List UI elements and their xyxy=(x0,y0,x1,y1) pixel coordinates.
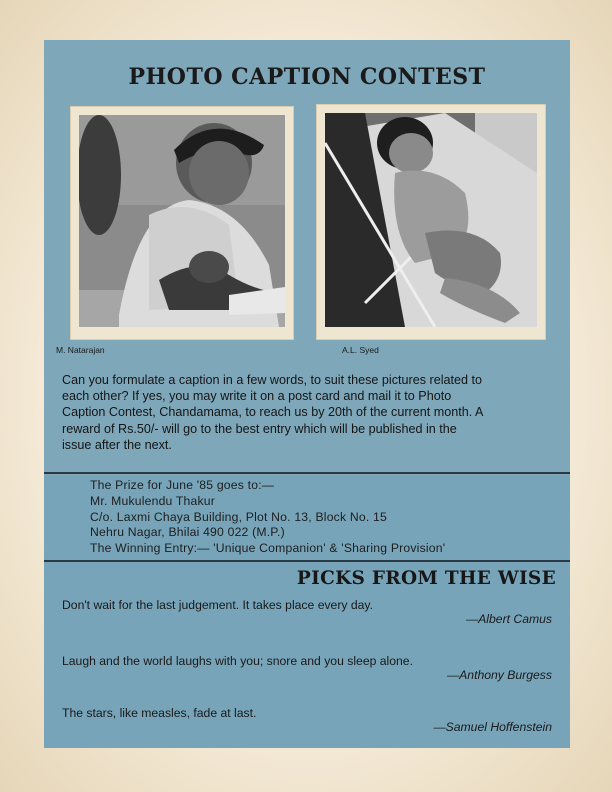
wise-heading: PICKS FROM THE WISE xyxy=(296,568,556,589)
divider-bottom xyxy=(44,560,570,562)
photo-boy-reading-image xyxy=(79,115,285,327)
divider-top xyxy=(44,472,570,474)
instructions-line: Caption Contest, Chandamama, to reach us by 20th of the current month. A xyxy=(62,405,484,420)
contest-panel xyxy=(44,40,570,748)
prize-winner-block xyxy=(90,478,550,557)
instructions-line: issue after the next. xyxy=(62,437,172,452)
photo-credit-left: M. Natarajan xyxy=(56,345,105,355)
quote-author: —Albert Camus xyxy=(465,612,552,626)
prize-address-line: Nehru Nagar, Bhilai 490 022 (M.P.) xyxy=(90,525,285,540)
quote-text: Don't wait for the last judgement. It takes place every day. xyxy=(62,598,374,612)
instructions-line: Can you formulate a caption in a few words, to suit these pictures related to xyxy=(62,373,483,387)
page-title: PHOTO CAPTION CONTEST xyxy=(128,64,486,90)
quote-author: —Anthony Burgess xyxy=(446,668,552,682)
prize-winner-name: Mr. Mukulendu Thakur xyxy=(90,493,216,508)
contest-instructions xyxy=(62,372,554,453)
photo-baby-hammock-image xyxy=(325,113,537,327)
instructions-line: each other? If yes, you may write it on a post card and mail it to Photo xyxy=(62,389,452,404)
photo-boy-reading xyxy=(71,107,293,339)
photo-baby-hammock xyxy=(317,105,545,339)
prize-winning-entry: The Winning Entry:— 'Unique Companion' & 'Sharing Provision' xyxy=(90,541,446,556)
quote-text: Laugh and the world laughs with you; snore and you sleep alone. xyxy=(62,654,413,668)
prize-line: The Prize for June '85 goes to:— xyxy=(90,478,275,492)
instructions-line: reward of Rs.50/- will go to the best entry which will be published in the xyxy=(62,421,457,436)
quote-author: —Samuel Hoffenstein xyxy=(433,720,552,734)
quote-text: The stars, like measles, fade at last. xyxy=(62,706,257,720)
photo-credit-right: A.L. Syed xyxy=(342,345,379,355)
prize-address-line: C/o. Laxmi Chaya Building, Plot No. 13, Block No. 15 xyxy=(90,509,387,524)
